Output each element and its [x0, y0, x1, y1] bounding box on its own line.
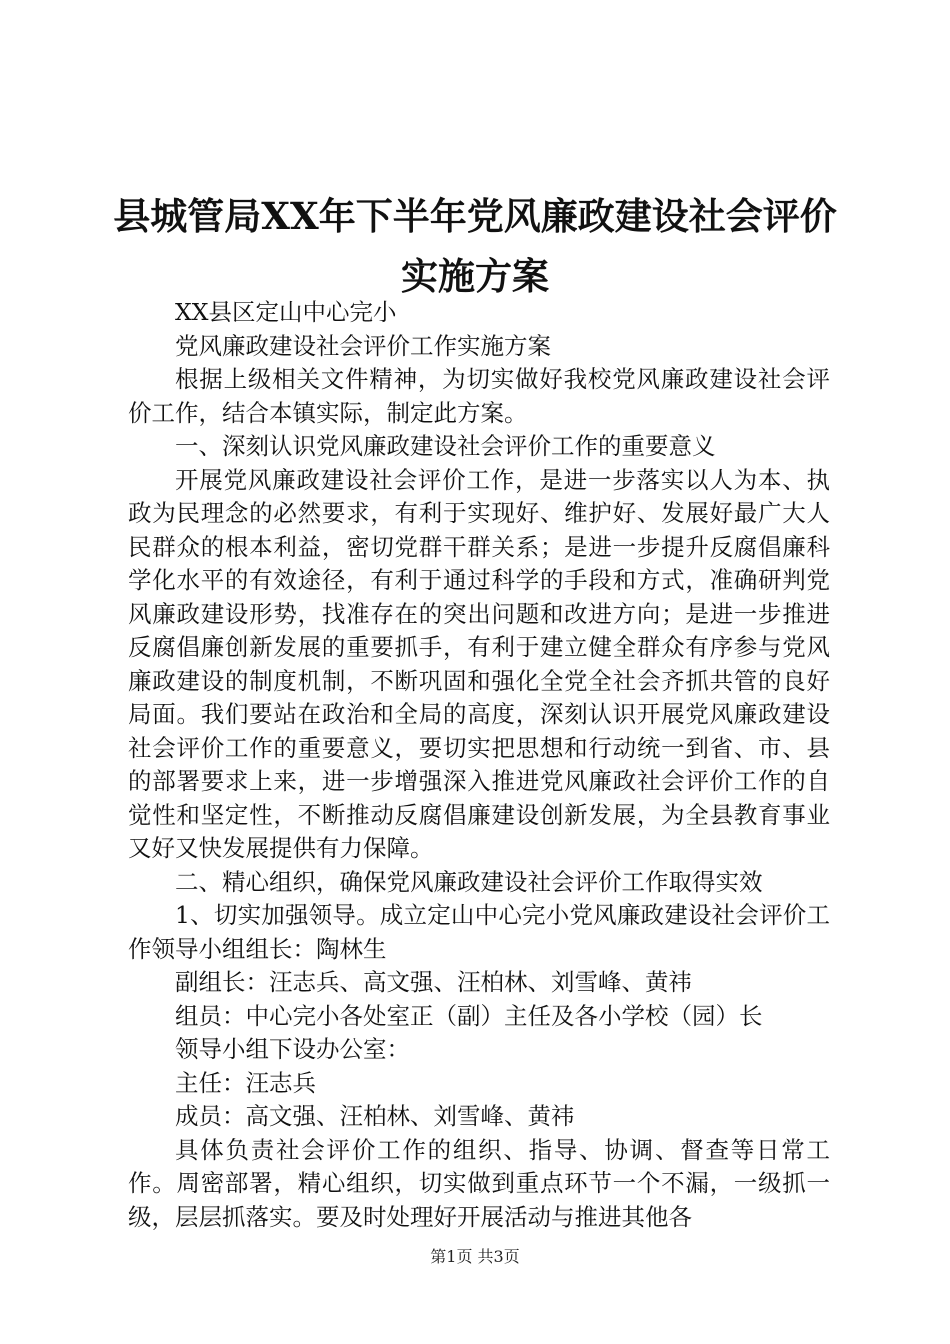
document-title-line-2: 实施方案: [401, 254, 549, 298]
paragraph-intro: 根据上级相关文件精神，为切实做好我校党风廉政建设社会评价工作，结合本镇实际，制定此方案。: [128, 365, 830, 427]
paragraph-director: 主任：汪志兵: [175, 1068, 316, 1097]
paragraph-significance: 开展党风廉政建设社会评价工作，是进一步落实以人为本、执政为民理念的必然要求，有利于实现好、维护好、发展好最广大人民群众的根本利益，密切党群干群关系；是进一步提升反腐倡廉科学化水平的有效途径，有利于通过科学的手段和方式，准确研判党风廉政建设形势，找准存在的突出问题和改进方向；是进一步推进反腐倡廉创新发展的重要抓手，有利于建立健全群众有序参与党风廉政建设的制度机制，不断巩固和强化全党全社会齐抓共管的良好局面。我们要站在政治和全局的高度，深刻认识开展党风廉政建设社会评价工作的重要意义，要切实把思想和行动统一到省、市、县的部署要求上来，进一步增强深入推进党风廉政社会评价工作的自觉性和坚定性，不断推动反腐倡廉建设创新发展，为全县教育事业又好又快发展提供有力保障。: [128, 465, 830, 862]
paragraph-school-name: XX县区定山中心完小: [175, 298, 397, 326]
document-title-line-1: 县城管局XX年下半年党风廉政建设社会评价: [113, 194, 837, 238]
paragraph-subtitle: 党风廉政建设社会评价工作实施方案: [175, 331, 551, 360]
paragraph-members: 组员：中心完小各处室正（副）主任及各小学校（园）长: [175, 1001, 763, 1030]
section-heading-1: 一、深刻认识党风廉政建设社会评价工作的重要意义: [175, 432, 716, 460]
paragraph-office-members: 成员：高文强、汪柏林、刘雪峰、黄祎: [175, 1102, 575, 1130]
document-body: [128, 296, 830, 1234]
page-number-footer: 第1页 共3页: [430, 1247, 520, 1266]
paragraph-duties: 具体负责社会评价工作的组织、指导、协调、督查等日常工作。周密部署，精心组织，切实做到重点环节一个不漏，一级抓一级，层层抓落实。要及时处理好开展活动与推进其他各: [128, 1135, 830, 1231]
paragraph-office: 领导小组下设办公室：: [175, 1035, 410, 1063]
paragraph-leadership: 1、切实加强领导。成立定山中心完小党风廉政建设社会评价工作领导小组组长：陶林生: [128, 901, 830, 963]
paragraph-deputy-leaders: 副组长：汪志兵、高文强、汪柏林、刘雪峰、黄祎: [175, 968, 692, 996]
section-heading-2: 二、精心组织，确保党风廉政建设社会评价工作取得实效: [175, 867, 763, 896]
